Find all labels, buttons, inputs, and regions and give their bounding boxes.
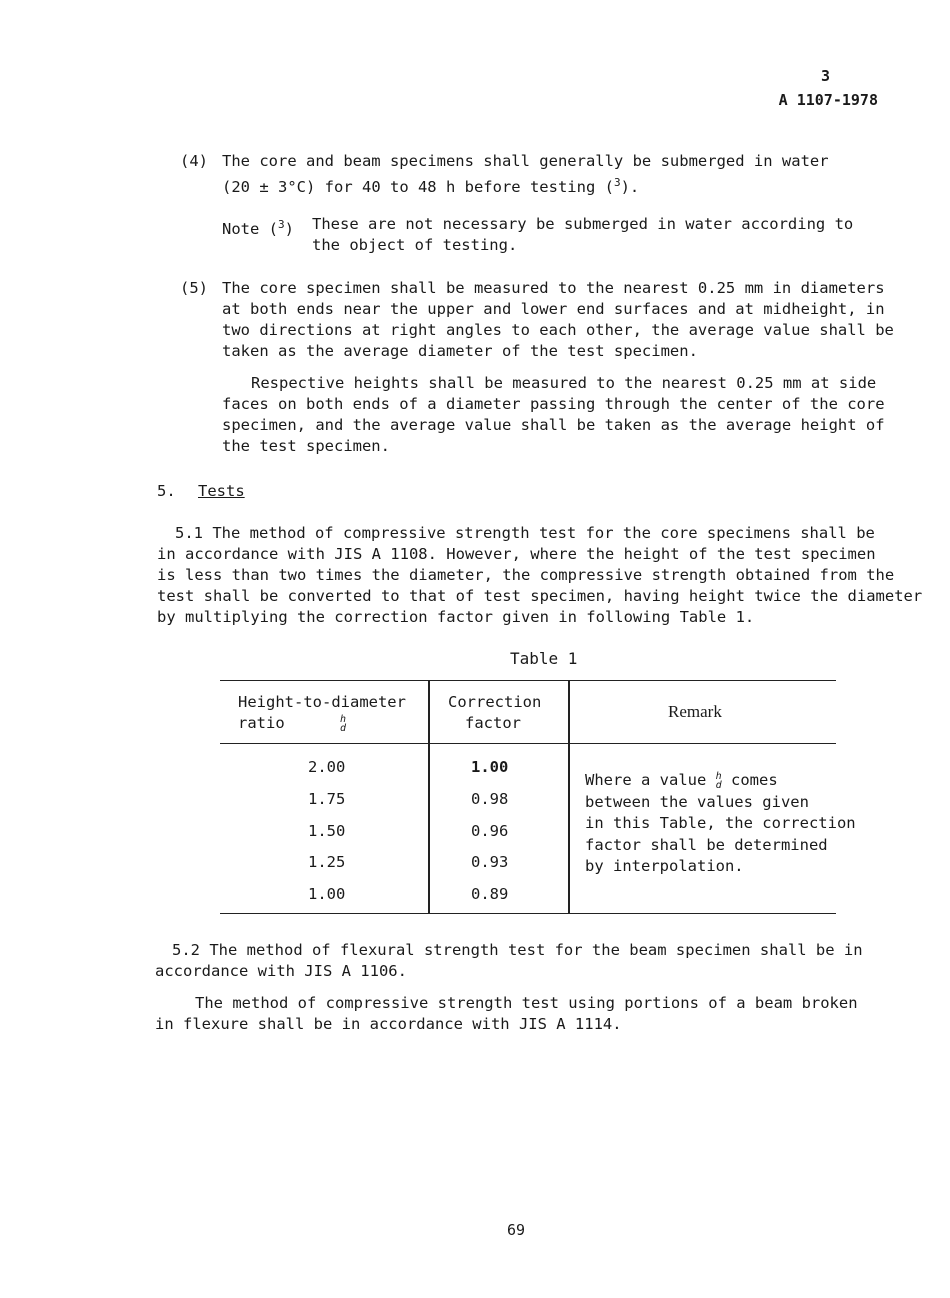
header-factor: factor — [465, 714, 521, 732]
remark-line: Where a value h d comes — [585, 770, 778, 791]
item-5-label: (5) — [180, 279, 208, 297]
item-5-para2-line: Respective heights shall be measured to the nearest 0.25 mm at side — [251, 374, 877, 392]
item-5-line: two directions at right angles to each other, the average value shall be — [222, 321, 894, 339]
table-cell-factor: 0.98 — [471, 790, 509, 808]
table-cell-factor: 0.89 — [471, 885, 509, 903]
table-cell-ratio: 1.25 — [308, 853, 346, 871]
footnote-ref: 3 — [613, 176, 621, 189]
section-5-title: Tests — [198, 482, 245, 500]
item-5-para2-line: faces on both ends of a diameter passing through the center of the core — [222, 395, 885, 413]
table-cell-factor: 0.93 — [471, 853, 509, 871]
standard-number: A 1107-1978 — [778, 91, 878, 109]
table-title: Table 1 — [510, 649, 578, 668]
remark-line: in this Table, the correction — [585, 814, 856, 832]
page-number-top: 3 — [820, 67, 830, 85]
note-3-line-1: These are not necessary be submerged in water according to — [312, 215, 854, 233]
para-5-1-line: is less than two times the diameter, the compressive strength obtained from the — [157, 566, 895, 584]
item-5-line: at both ends near the upper and lower end surfaces and at midheight, in — [222, 300, 885, 318]
header-ratio: ratio h d — [238, 713, 347, 734]
table-cell-factor: 0.96 — [471, 822, 509, 840]
header-height-to-diameter: Height-to-diameter — [238, 693, 406, 711]
table-cell-ratio: 2.00 — [308, 758, 346, 776]
table-header-rule — [220, 743, 836, 744]
table-cell-ratio: 1.75 — [308, 790, 346, 808]
header-remark: Remark — [668, 702, 722, 721]
para-5-1-line: 5.1 The method of compressive strength test for the core specimens shall be — [175, 524, 875, 542]
table-cell-ratio: 1.00 — [308, 885, 346, 903]
fraction-h-over-d: h d — [340, 713, 347, 734]
remark-line: by interpolation. — [585, 857, 744, 875]
para-5-2-line: accordance with JIS A 1106. — [155, 962, 407, 980]
item-5-para2-line: the test specimen. — [222, 437, 390, 455]
note-3-label: Note ($^3$) — [222, 218, 294, 238]
para-5-1-line: by multiplying the correction factor given in following Table 1. — [157, 608, 755, 626]
remark-line: factor shall be determined — [585, 835, 828, 854]
item-4-line-2: (20 ± 3°C) for 40 to 48 h before testing ($^3$). — [222, 176, 640, 196]
para-5-3-line: The method of compressive strength test using portions of a beam broken — [195, 994, 858, 1012]
section-5-number: 5. — [157, 482, 176, 500]
remark-line: between the values given — [585, 792, 809, 811]
note-3-line-2: the object of testing. — [312, 236, 518, 254]
table-remark — [585, 770, 856, 878]
item-4-line-1: The core and beam specimens shall generally be submerged in water — [222, 152, 829, 170]
item-4-label: (4) — [180, 152, 208, 170]
table-col-divider — [568, 680, 570, 914]
item-5-para2-line: specimen, and the average value shall be taken as the average height of — [222, 416, 885, 434]
header-correction: Correction — [448, 693, 542, 711]
para-5-2-line: 5.2 The method of flexural strength test for the beam specimen shall be in — [172, 941, 863, 959]
para-5-1-line: test shall be converted to that of test specimen, having height twice the diameter — [157, 587, 923, 605]
fraction-h-over-d: h d — [715, 770, 722, 791]
para-5-3-line: in flexure shall be in accordance with JIS A 1114. — [155, 1015, 622, 1033]
table-top-rule — [220, 680, 836, 681]
item-5-line: The core specimen shall be measured to the nearest 0.25 mm in diameters — [222, 279, 885, 297]
table-cell-factor: 1.00 — [471, 758, 509, 776]
item-5-line: taken as the average diameter of the test specimen. — [222, 342, 698, 360]
table-col-divider — [428, 680, 430, 914]
para-5-1-line: in accordance with JIS A 1108. However, where the height of the test specimen — [157, 545, 876, 563]
page-number-bottom: 69 — [507, 1221, 526, 1239]
table-cell-ratio: 1.50 — [308, 822, 346, 840]
table-bottom-rule — [220, 913, 836, 914]
